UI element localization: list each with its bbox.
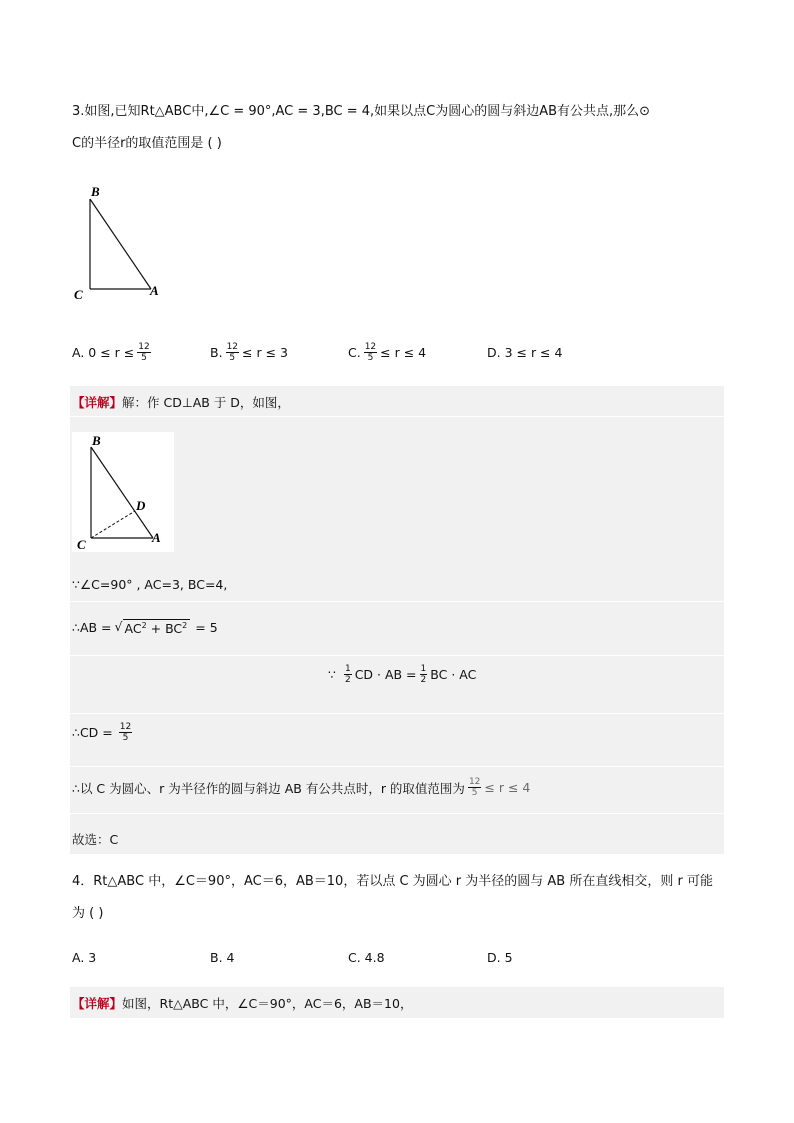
svg-text:C: C (77, 537, 86, 552)
fraction: $\frac{12}{5}$ (138, 342, 150, 363)
q3-stem-line2: C的半径r的取值范围是 ( ) (72, 136, 222, 151)
solution-3-figure-frame (72, 432, 174, 552)
q4-option-c[interactable]: C. 4.8 (348, 950, 385, 965)
svg-text:B: B (92, 433, 101, 448)
q4-option-b[interactable]: B. 4 (210, 950, 235, 965)
solution-3-given: ∵∠C=90° , AC=3, BC=4, (72, 577, 228, 592)
q3-option-a[interactable]: A. 0 ≤ r ≤ $\frac{12}{5}$ (72, 342, 150, 363)
vertex-b-label: B (91, 184, 100, 199)
solution-tag: 【详解】 (72, 996, 123, 1011)
q3-option-d[interactable]: D. 3 ≤ r ≤ 4 (487, 345, 563, 360)
solution-4-intro: 【详解】 如图，Rt△ABC 中，∠C＝90°，AC＝6，AB＝10， (72, 996, 413, 1011)
svg-text:D: D (136, 498, 146, 513)
fraction: $\frac{12}{5}$ (226, 342, 239, 363)
fraction: $\frac{12}{5}$ (364, 342, 377, 363)
altitude-cd (91, 511, 135, 538)
solution-3-conclusion: ∴以 C 为圆心、r 为半径作的圆与斜边 AB 有公共点时，r 的取值范围为 $\frac{12}{5}$ ≤ r ≤ 4 (72, 777, 531, 798)
q4-option-d[interactable]: D. 5 (487, 950, 513, 965)
q3-option-c[interactable]: C. $\frac{12}{5}$ ≤ r ≤ 4 (348, 342, 427, 363)
sqrt-expression: √ $AC^2 + BC^2$ (115, 619, 191, 636)
svg-text:A: A (152, 530, 161, 545)
solution-tag: 【详解】 (72, 395, 123, 410)
q3-triangle-figure (70, 180, 180, 305)
q3-option-b[interactable]: B. $\frac{12}{5}$ ≤ r ≤ 3 (210, 342, 288, 363)
q4-option-a[interactable]: A. 3 (72, 950, 97, 965)
q4-stem-line2: 为 ( ) (72, 906, 104, 921)
solution-3-ab-formula: ∴AB = √ $AC^2 + BC^2$ = 5 (72, 619, 218, 637)
vertex-a-label: A (150, 283, 159, 298)
solution-3-cd-result: ∴CD = $\frac{12}{5}$ (72, 722, 132, 743)
q4-stem-line1: 4．Rt△ABC 中，∠C＝90°，AC＝6，AB＝10，若以点 C 为圆心 r 为半径的圆与 AB 所在直线相交，则 r 可能 (72, 874, 713, 889)
vertex-c-label: C (74, 287, 83, 302)
side-ab (90, 199, 151, 289)
solution-3-intro: 【详解】 解：作 CD⊥AB 于 D，如图， (72, 395, 290, 410)
solution-3-triangle-figure (72, 432, 174, 552)
q3-stem-line1: 3.如图,已知Rt△ABC中,∠C = 90°,AC = 3,BC = 4,如果以点C为圆心的圆与斜边AB有公共点,那么⊙ (72, 104, 651, 119)
solution-3-answer: 故选：C (72, 832, 119, 847)
solution-3-area-equation: ∵ $\frac{1}{2}$ CD · AB = $\frac{1}{2}$ BC · AC (328, 664, 477, 685)
